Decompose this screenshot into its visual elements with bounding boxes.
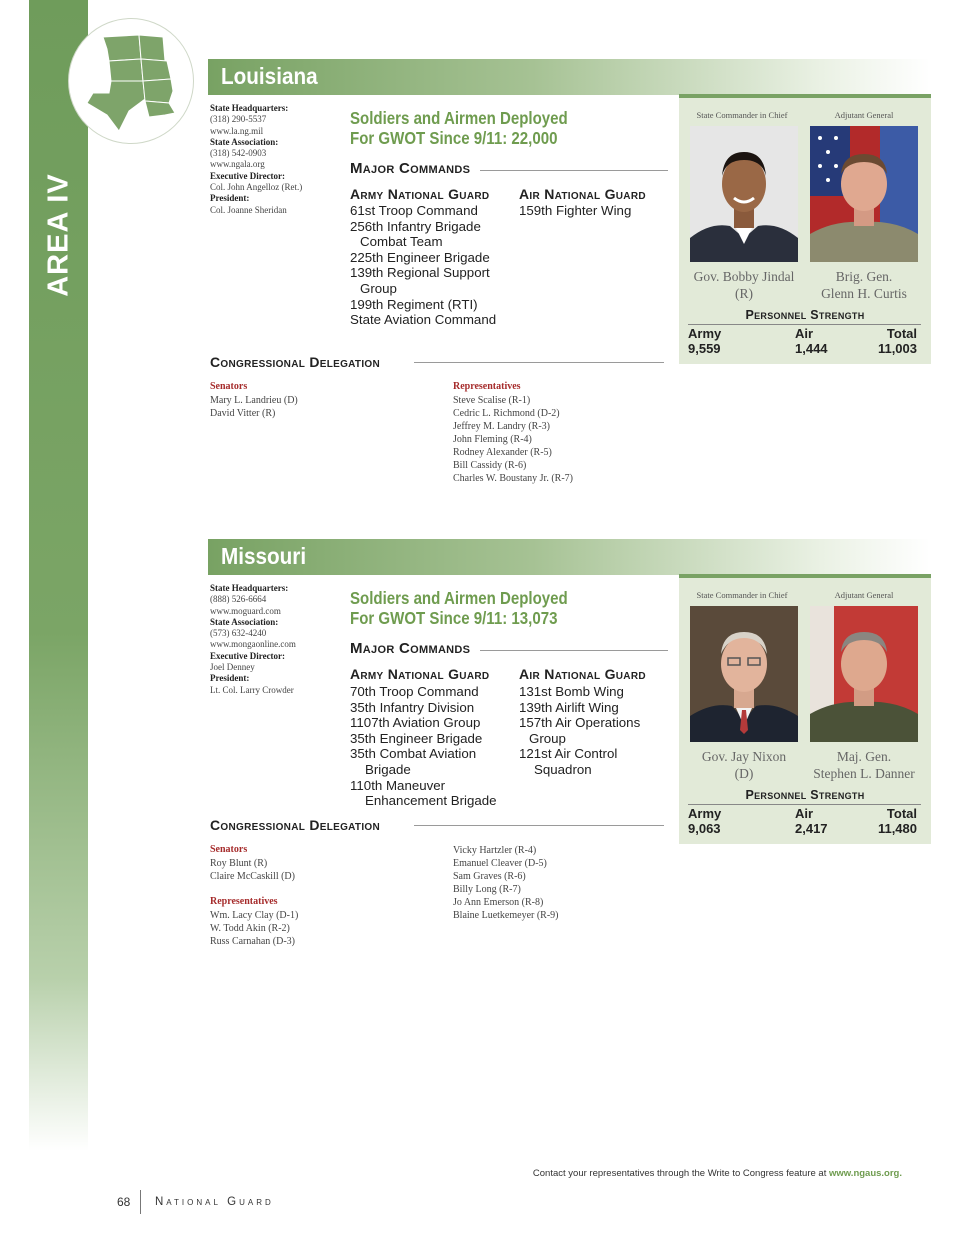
air-guard-heading: Air National Guard (519, 666, 646, 682)
ag-name-line-2: Glenn H. Curtis (821, 286, 907, 301)
deployed-line-2: For GWOT Since 9/11: 22,000 (350, 128, 558, 148)
list-item: Jo Ann Emerson (R-8) (453, 897, 544, 908)
air-label: Air (795, 326, 814, 341)
list-item: Emanuel Cleaver (D-5) (453, 858, 547, 869)
governor-party: (R) (735, 286, 753, 301)
ag-rank: Maj. Gen. (836, 749, 892, 764)
congressional-delegation-heading: Congressional Delegation (210, 817, 381, 833)
divider (480, 170, 668, 171)
list-item: 256th Infantry Brigade (350, 218, 481, 234)
personnel-strength-heading: Personnel Strength (745, 788, 865, 802)
page-number: 68 (117, 1195, 131, 1209)
pres-name: Col. Joanne Sheridan (210, 204, 287, 215)
air-value: 1,444 (795, 341, 828, 356)
governor-name-line-1: Gov. Bobby Jindal (693, 269, 795, 284)
region-map (68, 18, 194, 144)
list-item: Charles W. Boustany Jr. (R-7) (453, 473, 573, 484)
ag-caption: Adjutant General (834, 590, 894, 600)
list-item: 121st Air Control (519, 746, 618, 762)
army-guard-heading: Army National Guard (350, 186, 490, 202)
list-item: 70th Troop Command (350, 684, 479, 699)
list-item: Rodney Alexander (R-5) (453, 447, 552, 458)
senators-label: Senators (210, 381, 248, 392)
air-label: Air (795, 806, 814, 821)
total-strength (865, 326, 917, 356)
governor-name (679, 748, 809, 782)
representatives-list-left (210, 909, 298, 948)
publication-name: National Guard (155, 1196, 274, 1208)
pres-label: President: (210, 193, 250, 204)
list-item: Roy Blunt (R) (210, 858, 268, 869)
senators-list (210, 857, 295, 883)
list-item: Sam Graves (R-6) (453, 871, 526, 882)
army-label: Army (688, 806, 722, 821)
governor-party: (D) (734, 766, 754, 781)
deployed-heading (350, 108, 625, 148)
total-label: Total (886, 806, 917, 821)
deployed-line-1: Soldiers and Airmen Deployed (350, 108, 568, 128)
army-commands-list (350, 203, 515, 328)
total-value: 11,480 (877, 821, 917, 836)
army-strength (688, 806, 721, 836)
cic-caption: State Commander in Chief (696, 110, 788, 120)
list-item: W. Todd Akin (R-2) (210, 923, 290, 934)
list-item: 61st Troop Command (350, 203, 478, 218)
list-item: Billy Long (R-7) (453, 884, 521, 895)
governor-photo (690, 126, 798, 262)
assoc-phone: (318) 542-0903 (210, 148, 267, 159)
air-strength (795, 806, 828, 836)
list-item: 35th Engineer Brigade (350, 730, 483, 746)
air-value: 2,417 (795, 821, 828, 836)
hq-web-link[interactable]: www.moguard.com (210, 605, 281, 616)
list-item: Enhancement Brigade (365, 793, 497, 809)
personnel-strength-heading: Personnel Strength (745, 308, 865, 322)
list-item: Mary L. Landrieu (D) (210, 395, 298, 406)
exec-name: Col. John Angelloz (Ret.) (210, 182, 303, 193)
congressional-delegation-heading: Congressional Delegation (210, 354, 381, 370)
adjutant-general-name (799, 748, 929, 782)
army-value: 9,063 (688, 821, 721, 836)
area-label: AREA IV (42, 173, 74, 297)
assoc-web-link[interactable]: www.mongaonline.com (210, 639, 296, 650)
assoc-label: State Association: (210, 616, 279, 627)
total-strength (865, 806, 917, 836)
leadership-panel (679, 94, 931, 364)
senators-label: Senators (210, 844, 248, 855)
assoc-label: State Association: (210, 136, 279, 147)
representatives-list-right (453, 844, 559, 922)
adjutant-general-name (799, 268, 929, 302)
list-item: 139th Airlift Wing (519, 699, 619, 715)
air-commands-list (519, 684, 674, 778)
army-label: Army (688, 326, 722, 341)
list-item: Vicky Hartzler (R-4) (453, 845, 537, 856)
list-item: Group (529, 730, 566, 746)
air-guard-heading: Air National Guard (519, 186, 646, 202)
list-item: Group (360, 280, 397, 296)
list-item: 159th Fighter Wing (519, 203, 632, 218)
list-item: Wm. Lacy Clay (D-1) (210, 910, 299, 921)
senators-list (210, 394, 298, 420)
footer-divider (140, 1190, 141, 1214)
assoc-phone: (573) 632-4240 (210, 628, 267, 639)
list-item: Jeffrey M. Landry (R-3) (453, 421, 551, 432)
list-item: Bill Cassidy (R-6) (453, 460, 527, 471)
list-item: John Fleming (R-4) (453, 434, 532, 445)
deployed-heading (350, 588, 625, 628)
representatives-list (453, 394, 573, 485)
list-item: 157th Air Operations (519, 715, 641, 731)
adjutant-general-photo (810, 126, 918, 262)
adjutant-general-photo (810, 606, 918, 742)
list-item: Steve Scalise (R-1) (453, 395, 531, 406)
pres-label: President: (210, 673, 250, 684)
list-item: 35th Infantry Division (350, 699, 475, 715)
state-contacts (210, 103, 335, 216)
list-item: Squadron (534, 761, 592, 777)
region-map-icon (69, 19, 193, 143)
ag-name-line-2: Stephen L. Danner (813, 766, 915, 781)
divider (688, 804, 921, 805)
list-item: 225th Engineer Brigade (350, 249, 490, 265)
list-item: Russ Carnahan (D-3) (210, 936, 295, 947)
list-item: 199th Regiment (RTI) (350, 296, 478, 312)
list-item: 1107th Aviation Group (350, 715, 481, 731)
list-item: David Vitter (R) (210, 408, 276, 419)
footer-contact (470, 1168, 902, 1179)
hq-web-link[interactable]: www.la.ng.mil (210, 125, 264, 136)
leadership-panel (679, 574, 931, 844)
list-item: State Aviation Command (350, 312, 497, 328)
army-guard-heading: Army National Guard (350, 666, 490, 682)
list-item: Blaine Luetkemeyer (R-9) (453, 910, 559, 921)
ag-rank: Brig. Gen. (835, 269, 893, 284)
deployed-line-2: For GWOT Since 9/11: 13,073 (350, 608, 558, 628)
list-item: Brigade (365, 761, 411, 777)
list-item: Cedric L. Richmond (D-2) (453, 408, 560, 419)
pres-name: Lt. Col. Larry Crowder (210, 684, 294, 695)
representatives-label: Representatives (210, 896, 278, 907)
army-strength (688, 326, 721, 356)
army-value: 9,559 (688, 341, 721, 356)
total-value: 11,003 (877, 341, 917, 356)
divider (688, 324, 921, 325)
state-banner-louisiana (208, 59, 930, 95)
hq-label: State Headquarters: (210, 583, 289, 593)
divider (414, 362, 664, 363)
deployed-line-1: Soldiers and Airmen Deployed (350, 588, 568, 608)
list-item: 110th Maneuver (350, 777, 446, 793)
representatives-label: Representatives (453, 381, 521, 392)
cic-caption: State Commander in Chief (696, 590, 788, 600)
state-title: Missouri (221, 543, 307, 569)
ag-caption: Adjutant General (834, 110, 894, 120)
list-item: 35th Combat Aviation (350, 746, 477, 762)
major-commands-heading: Major Commands (350, 160, 471, 177)
ngaus-link[interactable]: www.ngaus.org. (828, 1168, 902, 1179)
divider (414, 825, 664, 826)
major-commands-heading: Major Commands (350, 640, 471, 657)
state-banner-missouri (208, 539, 930, 575)
exec-label: Executive Director: (210, 170, 286, 181)
list-item: 139th Regional Support (350, 265, 490, 281)
governor-name-line-1: Gov. Jay Nixon (701, 749, 787, 764)
hq-phone: (888) 526-6664 (210, 594, 267, 605)
exec-label: Executive Director: (210, 650, 286, 661)
list-item: Claire McCaskill (D) (210, 871, 295, 882)
army-commands-list (350, 684, 515, 809)
list-item: 131st Bomb Wing (519, 684, 624, 699)
hq-label: State Headquarters: (210, 103, 289, 113)
air-commands-list (519, 203, 674, 219)
governor-photo (690, 606, 798, 742)
governor-name (679, 268, 809, 302)
hq-phone: (318) 290-5537 (210, 114, 267, 125)
divider (480, 650, 668, 651)
state-contacts (210, 583, 335, 696)
contact-text: Contact your representatives through the Write to Congress feature at (532, 1168, 827, 1179)
state-title: Louisiana (221, 63, 318, 89)
list-item: Combat Team (360, 234, 443, 250)
exec-name: Joel Denney (210, 662, 255, 673)
air-strength (795, 326, 828, 356)
assoc-web-link[interactable]: www.ngala.org (210, 159, 265, 170)
total-label: Total (886, 326, 917, 341)
